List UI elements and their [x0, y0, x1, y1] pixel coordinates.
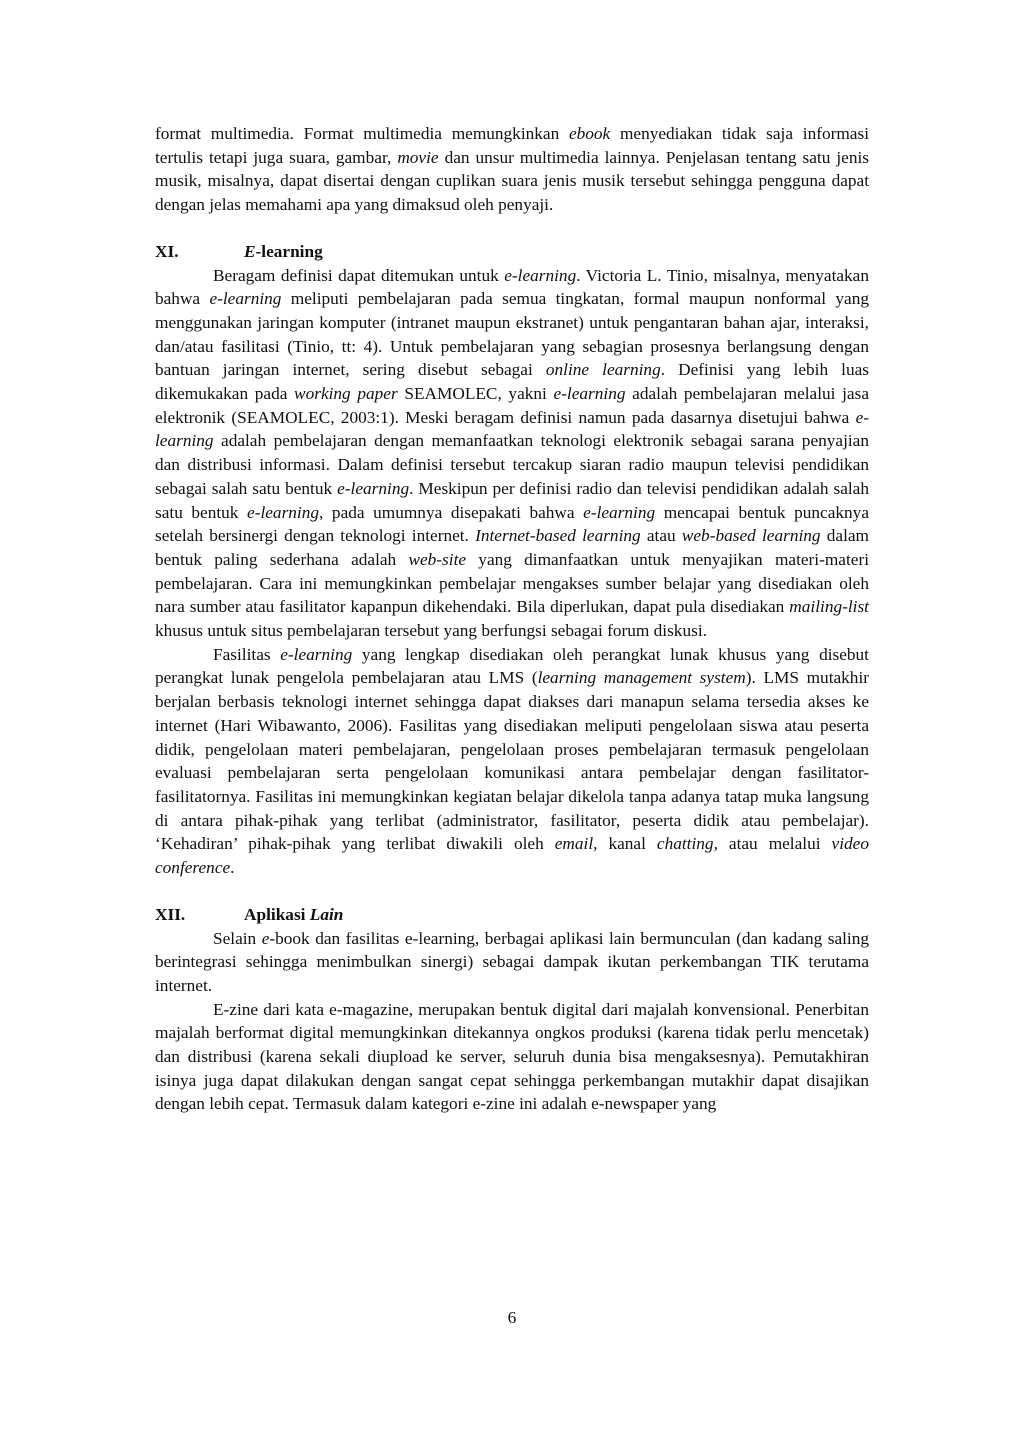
italic-text: e-learning: [247, 502, 320, 522]
italic-text: e-learning: [155, 407, 869, 451]
section-heading-xii: [155, 903, 869, 927]
italic-text: learning management system: [537, 668, 746, 688]
italic-text: e-learning: [209, 289, 282, 309]
italic-text: video conference: [155, 834, 869, 878]
text-run: dan unsur multimedia lainnya. Penjelasan tentang satu jenis musik, misalnya, dapat disertai dengan cuplikan suara jenis musik tersebut sehingga pengguna dapat dengan jelas memahami apa yang dimaksud oleh penyaji.: [155, 147, 869, 215]
section-xi-paragraph-2: [155, 643, 869, 880]
text-run: kanal: [597, 834, 657, 854]
text-run: mencapai bentuk puncaknya setelah bersinergi dengan teknologi internet.: [155, 502, 869, 546]
italic-text: working paper: [294, 384, 398, 404]
italic-text: ebook: [568, 124, 611, 143]
italic-text: e-learning: [280, 644, 353, 664]
italic-text: Internet-based learning: [475, 526, 641, 546]
italic-text: chatting: [656, 834, 714, 854]
text-run: yang lengkap disediakan oleh perangkat lunak khusus yang disebut perangkat lunak pengelola pembelajaran atau LMS (: [155, 644, 869, 688]
text-run: -book dan fasilitas e-learning, berbagai aplikasi lain bermunculan (dan kadang saling berintegrasi sehingga menimbulkan sinergi) sebagai dampak ikutan perkembangan TIK terutama internet.: [155, 928, 870, 995]
italic-text: email,: [554, 834, 598, 854]
text-run: SEAMOLEC, yakni: [397, 384, 554, 404]
italic-text: e: [261, 928, 270, 948]
text-run: yang dimanfaatkan untuk menyajikan materi-materi pembelajaran. Cara ini memungkinkan pembelajar mengakses sumber belajar yang disediakan oleh nara sumber atau fasilitator kapanpun dikehendaki. Bila diperlukan, dapat pula disediakan: [155, 549, 869, 617]
text-run: E-zine dari kata e-magazine, merupakan bentuk digital dari majalah konvensional. Penerbitan majalah berformat digital memungkinkan ditekannya ongkos produksi (karena tidak perlu mencetak) dan distribusi (karena sekali diupload ke server, seluruh dunia bisa mengaksesnya). Pemutakhiran isinya juga dapat dilakukan dengan sangat cepat sehingga perkembangan mutakhir dapat disajikan dengan lebih cepat. Termasuk dalam kategori e-zine ini adalah e-newspaper yang: [155, 999, 869, 1114]
italic-text: e-learning: [504, 265, 577, 285]
text-run: khusus untuk situs pembelajaran tersebut yang berfungsi sebagai forum diskusi.: [155, 621, 707, 641]
text-run: , pada umumnya disepakati bahwa: [319, 502, 584, 522]
text-run: . Definisi yang lebih luas dikemukakan pada: [155, 360, 870, 404]
section-xi-paragraph-1: [155, 264, 869, 643]
section-title: [244, 240, 323, 264]
italic-text: e-learning: [553, 384, 626, 404]
text-run: format multimedia. Format multimedia memungkinkan: [155, 124, 569, 143]
italic-text: web-site: [408, 549, 467, 569]
text-run: Selain: [213, 928, 262, 948]
text-run: meliputi pembelajaran pada semua tingkatan, formal maupun nonformal yang menggunakan jaringan komputer (intranet maupun ekstranet) untuk pengantaran bahan ajar, interaksi, dan/atau fasilitasi (Tinio, tt: 4). Untuk pembelajaran yang sebagian prosesnya berlangsung dengan bantuan jaringan internet, sering disebut sebagai: [155, 289, 869, 380]
page-number: 6: [507, 1308, 517, 1327]
italic-text: online learning: [545, 360, 661, 380]
italic-text: e-learning: [583, 502, 656, 522]
intro-paragraph: [155, 122, 869, 217]
section-xii-paragraph-2: [155, 998, 869, 1117]
italic-text: web-based learning: [681, 526, 821, 546]
italic-text: mailing-list: [789, 597, 869, 617]
italic-text: movie: [397, 147, 439, 167]
text-run: menyediakan tidak saja informasi tertulis tetapi juga suara, gambar,: [155, 124, 869, 167]
section-number: XI.: [155, 241, 179, 261]
text-run: adalah pembelajaran melalui jasa elektronik (SEAMOLEC, 2003:1). Meski beragam definisi namun pada dasarnya disetujui bahwa: [155, 384, 869, 427]
text-run: . Meskipun per definisi radio dan televisi pendidikan adalah salah satu bentuk: [155, 478, 869, 522]
text-run: adalah pembelajaran dengan memanfaatkan teknologi elektronik sebagai sarana penyajian dan distribusi informasi. Dalam definisi tersebut tercakup siaran radio maupun televisi pendidikan sebagai salah satu bentuk: [155, 431, 869, 498]
text-run: ). LMS mutakhir berjalan berbasis teknologi internet sehingga dapat diakses dari manapun selama tersedia akses ke internet (Hari Wibawanto, 2006). Fasilitas yang disediakan meliputi pengelolaan siswa atau peserta didik, pengelolaan materi pembelajaran, pengelolaan proses pembelajaran termasuk pengelolaan evaluasi pembelajaran serta pengelolaan komunikasi antara pembelajar dengan fasilitator-fasilitatornya. Fasilitas ini memungkinkan kegiatan belajar dikelola tanpa adanya tatap muka langsung di antara pihak-pihak yang terlibat (administrator, fasilitator, peserta didik atau pembelajar). ‘Kehadiran’ pihak-pihak yang terlibat diwakili oleh: [155, 668, 870, 854]
text-run: . Victoria L. Tinio, misalnya, menyatakan bahwa: [155, 265, 869, 309]
text-run: dalam bentuk paling sederhana adalah: [155, 526, 869, 569]
section-heading-xi: [155, 240, 869, 264]
page-content: [155, 122, 869, 1116]
text-run: .: [230, 858, 235, 878]
section-title: [244, 903, 343, 927]
italic-text: E: [244, 241, 256, 261]
section-xii-paragraph-1: [155, 927, 869, 998]
section-number: XII.: [155, 904, 186, 924]
text-run: -learning: [255, 241, 323, 261]
text-run: atau: [640, 526, 682, 546]
italic-text: Lain: [309, 904, 344, 924]
text-run: Beragam definisi dapat ditemukan untuk: [213, 265, 505, 285]
text-run: Fasilitas: [213, 644, 281, 664]
italic-text: e-learning: [337, 478, 410, 498]
text-run: Aplikasi: [244, 904, 310, 924]
text-run: , atau melalui: [713, 834, 832, 854]
